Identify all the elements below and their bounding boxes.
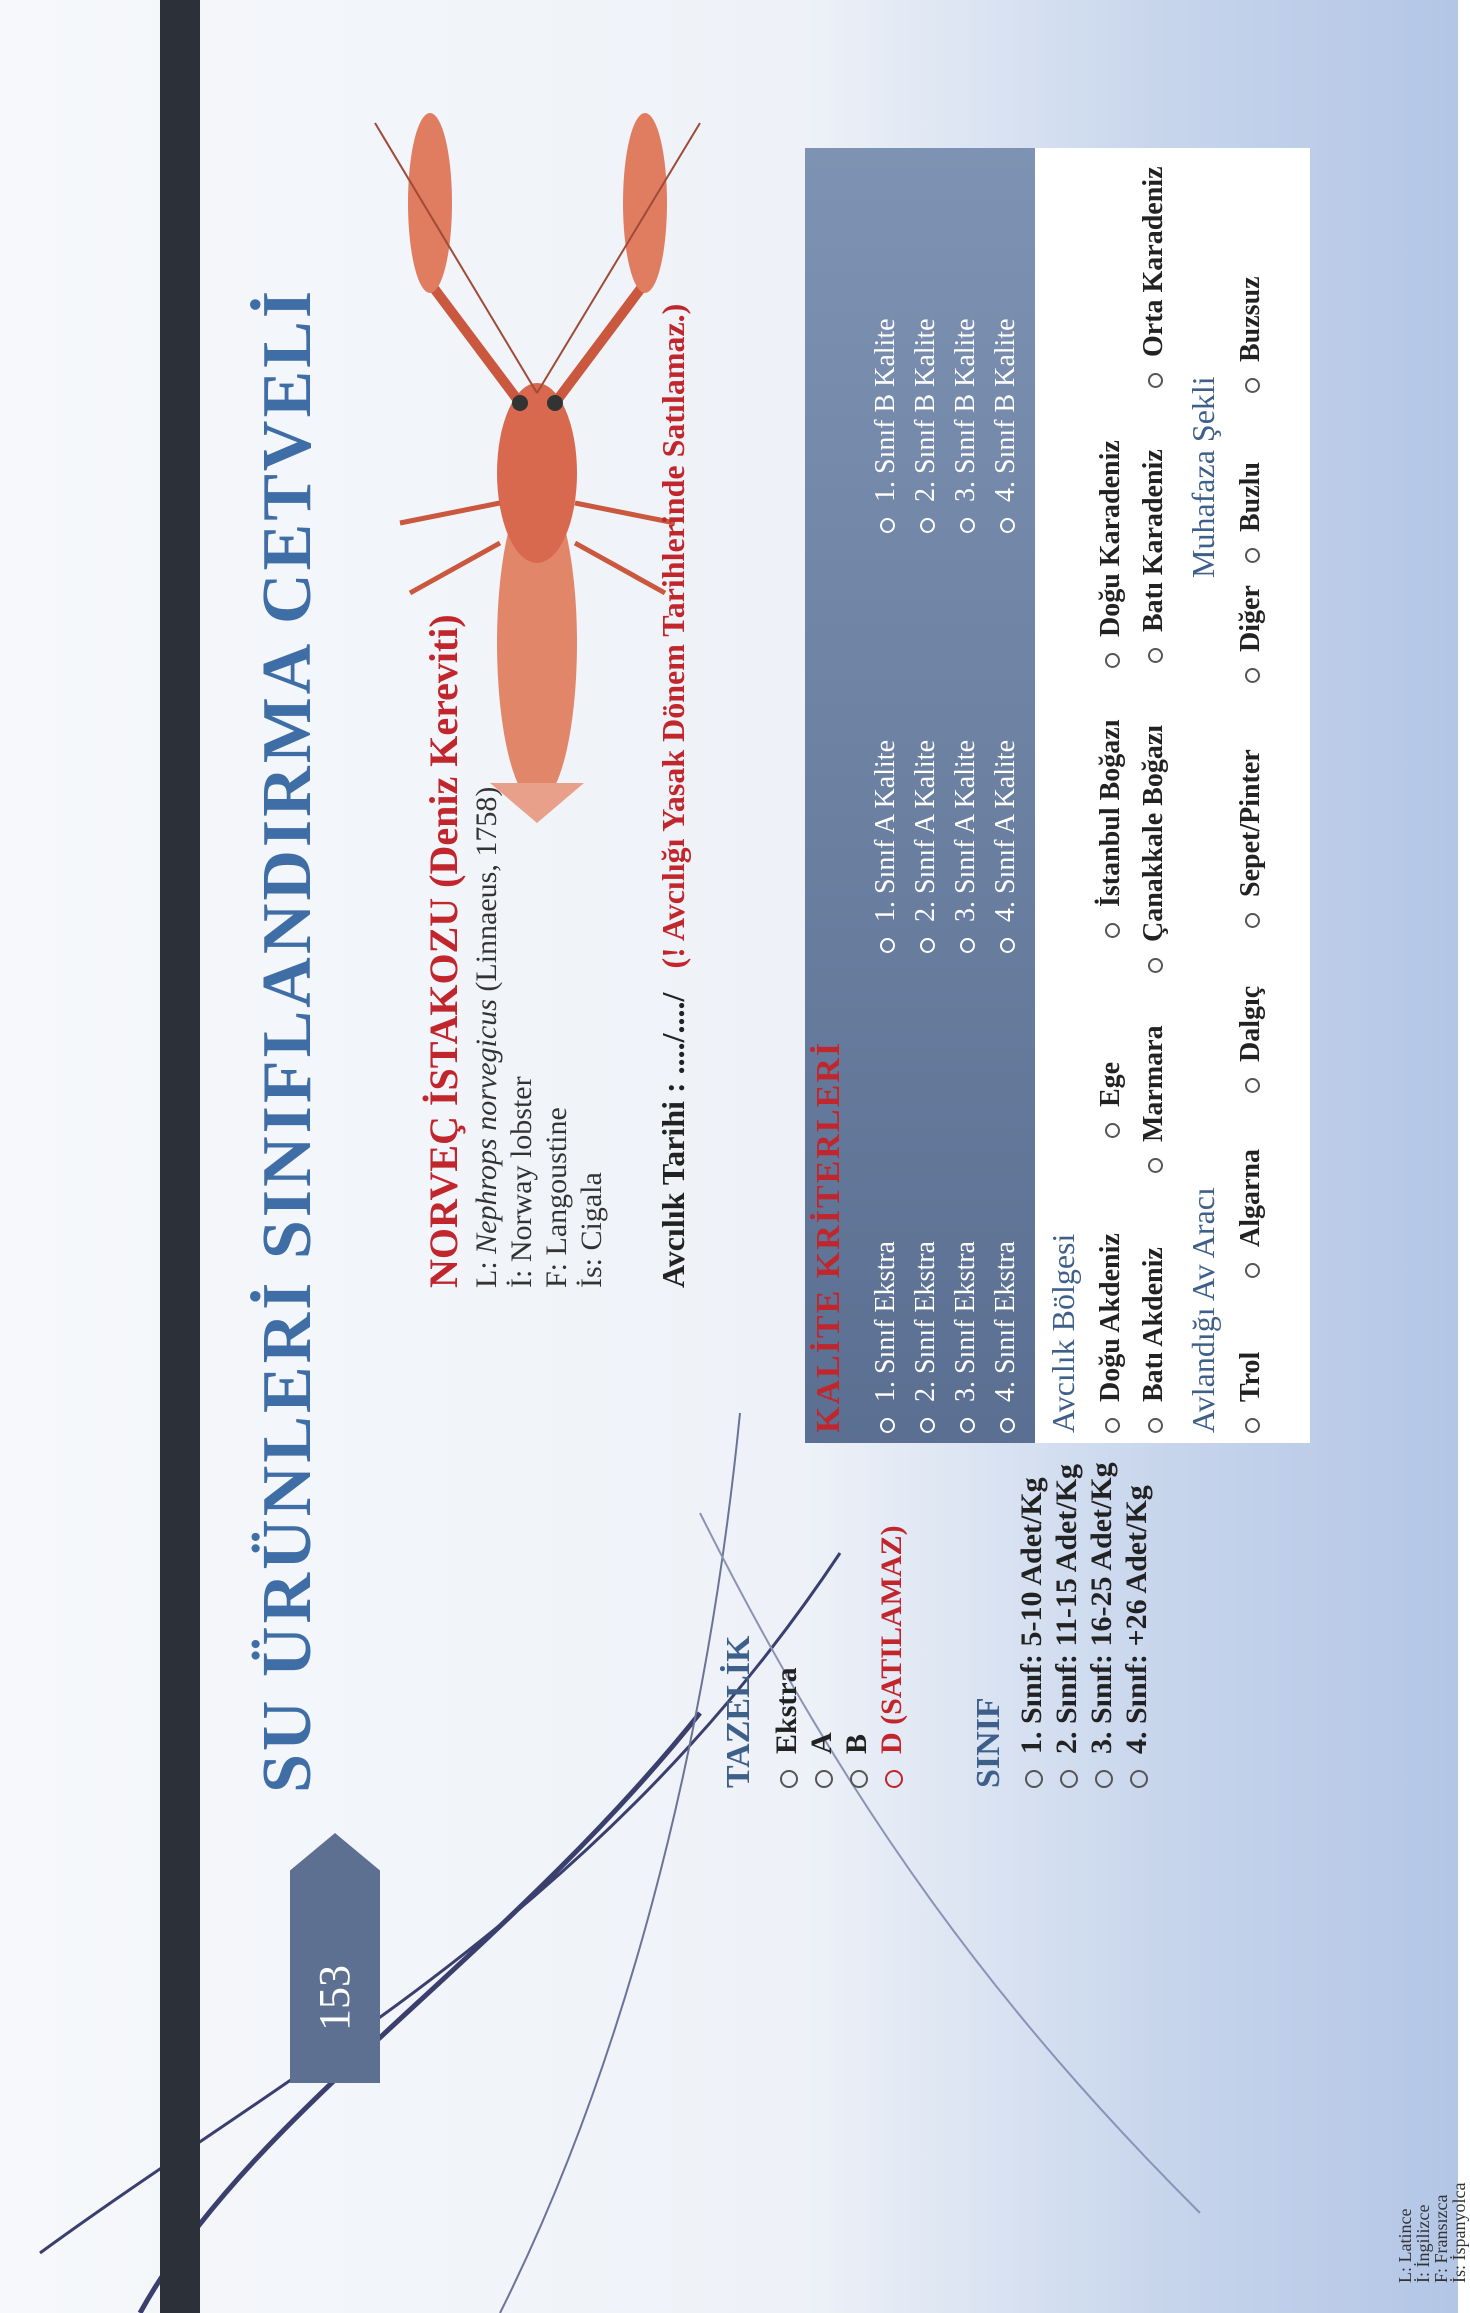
- gear-heading: Avlandığı Av Aracı: [1185, 1187, 1221, 1433]
- catch-date-warning: (! Avcılığı Yasak Dönem Tarihlerinde Satılamaz.): [655, 303, 691, 969]
- gear-option[interactable]: Diğer: [1235, 585, 1267, 683]
- quality-option[interactable]: 1. Sınıf B Kalite: [870, 318, 902, 533]
- quality-option[interactable]: 3. Sınıf Ekstra: [950, 1241, 982, 1433]
- class-option[interactable]: 1. Sınıf: 5-10 Adet/Kg: [1015, 1477, 1049, 1788]
- latin-name-line: L: Nephrops norvegicus (Linnaeus, 1758): [470, 786, 503, 1288]
- legend-spanish: İs: İspanyolca: [1449, 2182, 1469, 2283]
- freshness-option[interactable]: A: [805, 1732, 839, 1788]
- page-title: SU ÜRÜNLERİ SINIFLANDIRMA CETVELİ: [249, 287, 326, 1793]
- quality-option[interactable]: 1. Sınıf A Kalite: [870, 740, 902, 953]
- catch-date-line: [655, 304, 692, 1288]
- gear-option[interactable]: Trol: [1235, 1352, 1267, 1433]
- region-option[interactable]: Batı Akdeniz: [1138, 1247, 1170, 1433]
- freshness-heading: TAZELİK: [720, 1635, 757, 1788]
- decorative-curves: [0, 1413, 1458, 2313]
- quality-option[interactable]: 2. Sınıf A Kalite: [910, 740, 942, 953]
- class-heading: SINIF: [970, 1697, 1007, 1788]
- bottom-bar: [160, 0, 200, 2313]
- storage-option[interactable]: Buzsuz: [1235, 276, 1267, 393]
- quality-option[interactable]: 3. Sınıf A Kalite: [950, 740, 982, 953]
- region-option[interactable]: Ege: [1095, 1062, 1127, 1138]
- gear-option[interactable]: Dalgıç: [1235, 986, 1267, 1093]
- freshness-option[interactable]: D (SATILAMAZ): [875, 1525, 909, 1788]
- quality-option[interactable]: 4. Sınıf A Kalite: [990, 740, 1022, 953]
- quality-heading: KALİTE KRİTERLERİ: [810, 1040, 847, 1433]
- quality-option[interactable]: 1. Sınıf Ekstra: [870, 1241, 902, 1433]
- freshness-option[interactable]: B: [840, 1734, 874, 1788]
- quality-option[interactable]: 3. Sınıf B Kalite: [950, 318, 982, 533]
- region-heading: Avcılık Bölgesi: [1045, 1233, 1081, 1433]
- english-name: İ: Norway lobster: [505, 1076, 538, 1288]
- spanish-name: İs: Cigala: [575, 1172, 608, 1288]
- region-option[interactable]: Marmara: [1138, 1025, 1170, 1173]
- region-option[interactable]: Orta Karadeniz: [1138, 166, 1170, 388]
- class-option[interactable]: 2. Sınıf: 11-15 Adet/Kg: [1050, 1464, 1084, 1788]
- french-name: F: Langoustine: [540, 1107, 573, 1288]
- catch-date-label: Avcılık Tarihi : ..../..../: [655, 992, 691, 1288]
- storage-option[interactable]: Buzlu: [1235, 462, 1267, 563]
- region-option[interactable]: Doğu Akdeniz: [1095, 1233, 1127, 1433]
- quality-option[interactable]: 2. Sınıf B Kalite: [910, 318, 942, 533]
- region-option[interactable]: İstanbul Boğazı: [1095, 720, 1127, 939]
- class-option[interactable]: 3. Sınıf: 16-25 Adet/Kg: [1085, 1462, 1119, 1788]
- legend-english: İ: İngilizce: [1413, 2204, 1433, 2283]
- quality-option[interactable]: 2. Sınıf Ekstra: [910, 1241, 942, 1433]
- storage-heading: Muhafaza Şekli: [1185, 376, 1221, 578]
- page-number: 153: [310, 1965, 359, 2031]
- legend-french: F: Fransızca: [1431, 2194, 1451, 2283]
- legend-latin: L: Latince: [1395, 2208, 1415, 2283]
- species-name: NORVEÇ İSTAKOZU (Deniz Kereviti): [421, 614, 466, 1288]
- gear-option[interactable]: Sepet/Pinter: [1235, 749, 1267, 928]
- region-option[interactable]: Batı Karadeniz: [1138, 449, 1170, 663]
- freshness-option[interactable]: Ekstra: [770, 1667, 804, 1788]
- quality-option[interactable]: 4. Sınıf Ekstra: [990, 1241, 1022, 1433]
- region-option[interactable]: Çanakkale Boğazı: [1138, 725, 1170, 973]
- class-option[interactable]: 4. Sınıf: +26 Adet/Kg: [1120, 1485, 1154, 1788]
- quality-option[interactable]: 4. Sınıf B Kalite: [990, 318, 1022, 533]
- region-option[interactable]: Doğu Karadeniz: [1095, 440, 1127, 668]
- gear-option[interactable]: Algarna: [1235, 1149, 1267, 1278]
